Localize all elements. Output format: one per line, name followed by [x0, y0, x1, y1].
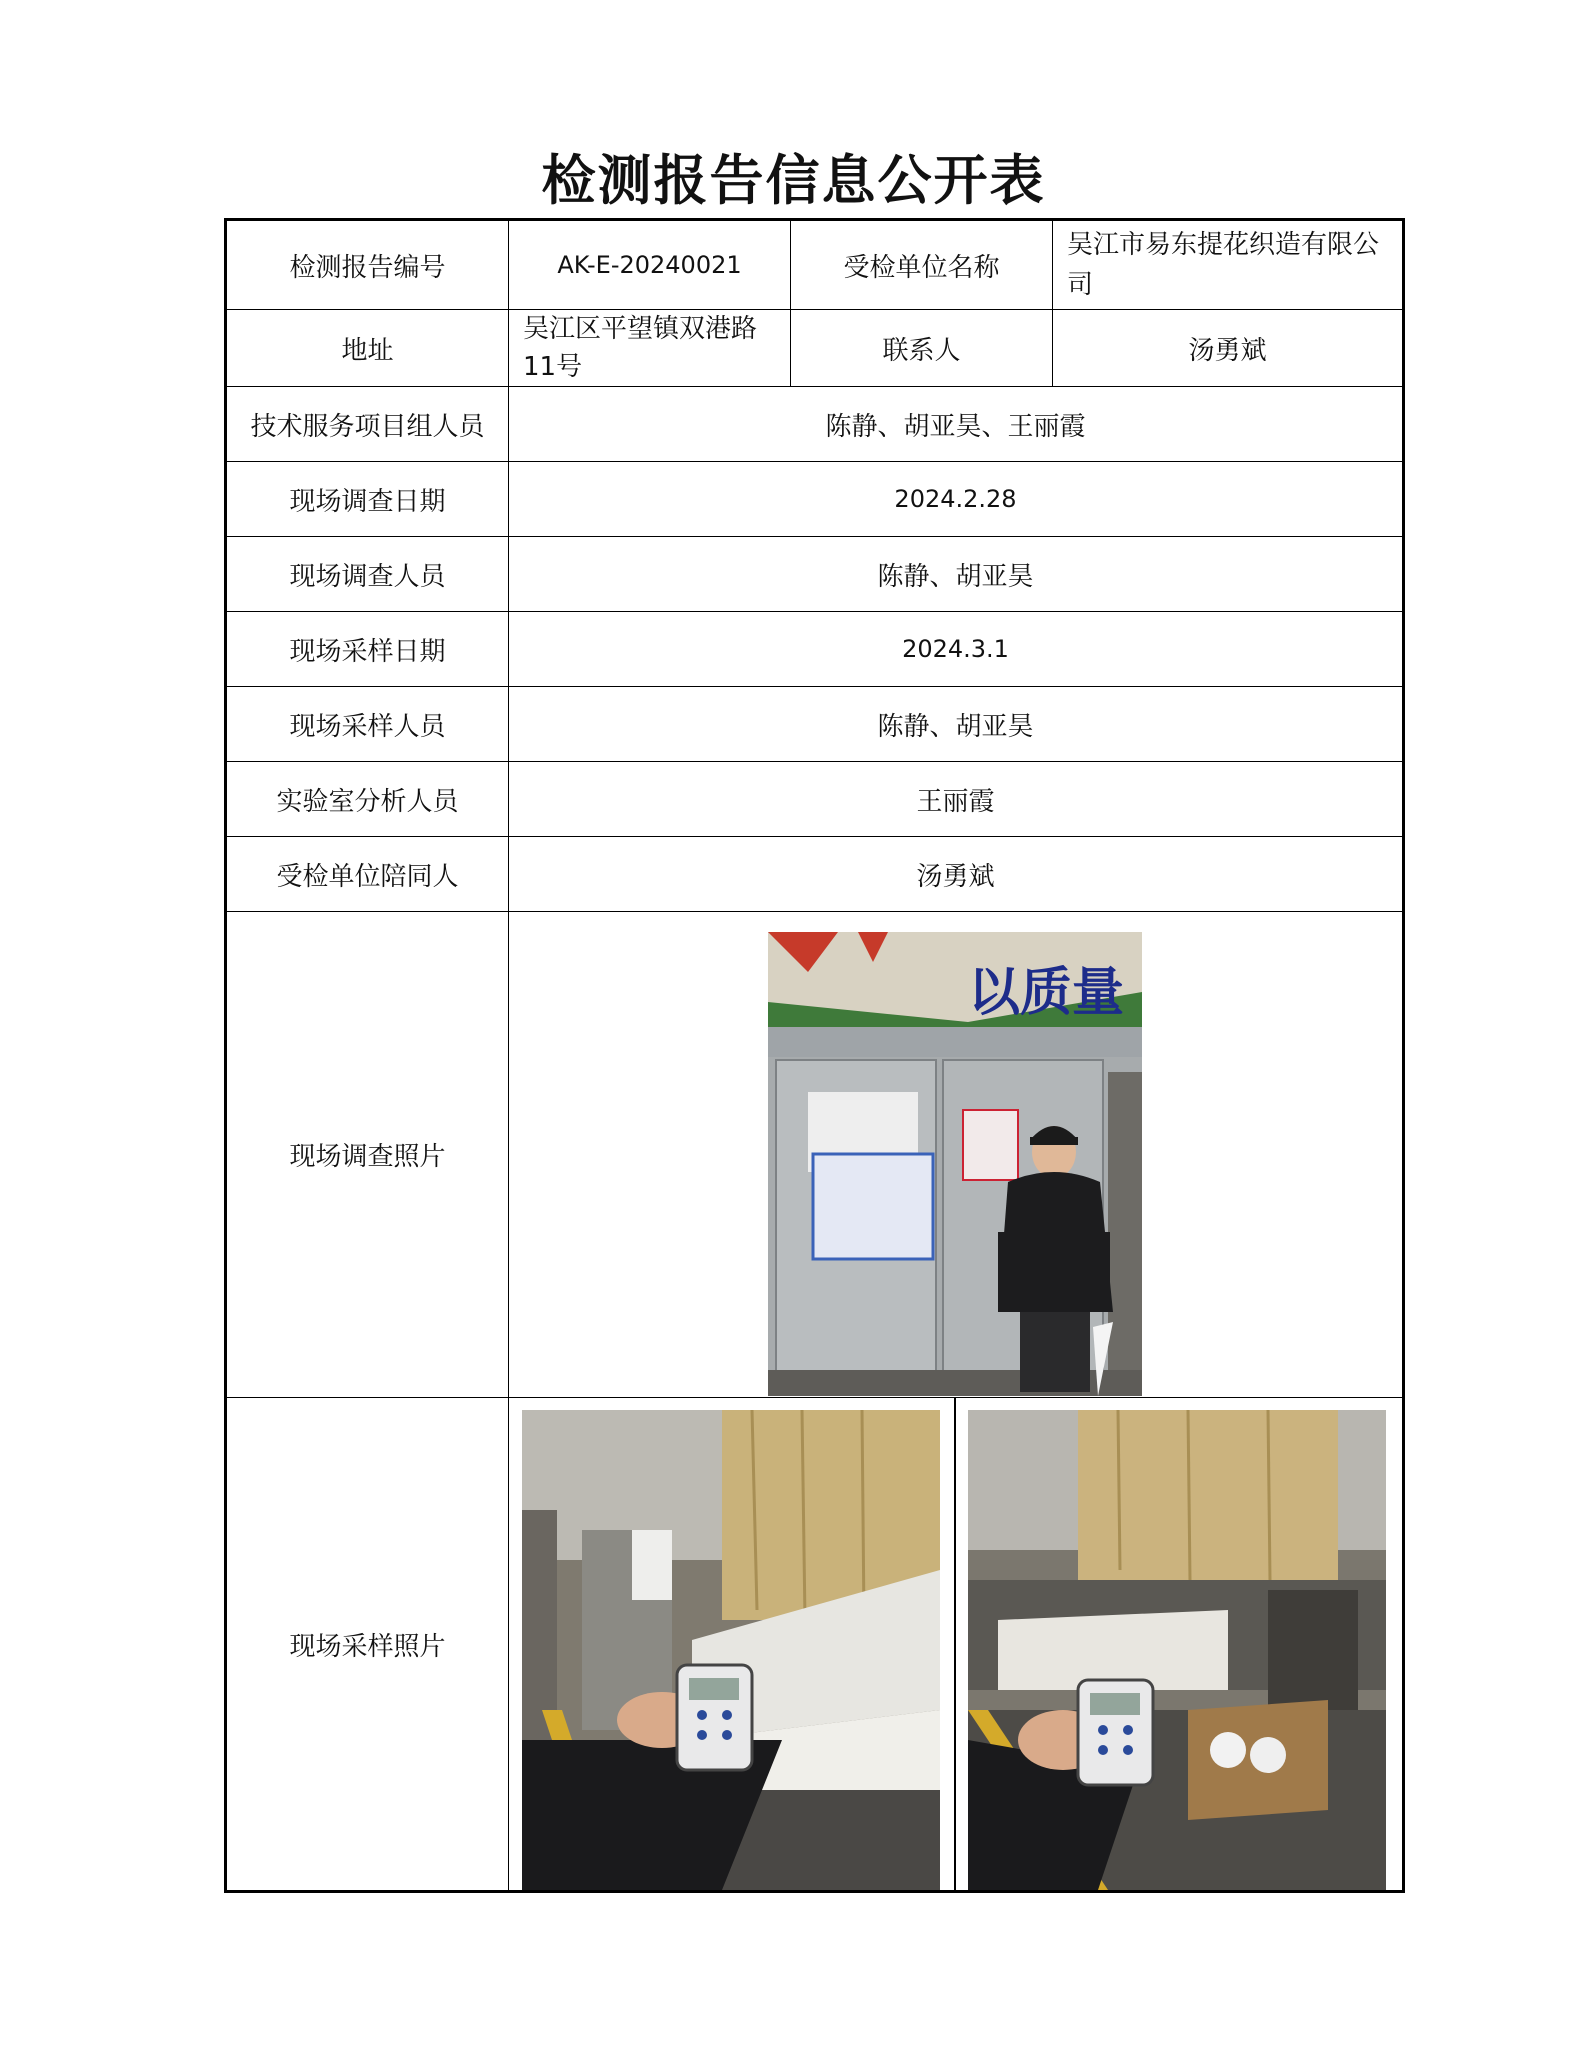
table-row: [226, 462, 1404, 537]
report-no-value: AK-E-20240021: [509, 220, 791, 310]
team-label: 技术服务项目组人员: [226, 387, 509, 462]
table-row: [226, 220, 1404, 310]
table-row: [226, 612, 1404, 687]
contact-value: 汤勇斌: [1053, 310, 1404, 387]
survey-photo-label: 现场调查照片: [226, 912, 509, 1398]
table-row: [226, 1398, 1404, 1892]
table-row: [226, 837, 1404, 912]
sampling-staff-label: 现场采样人员: [226, 687, 509, 762]
escort-label: 受检单位陪同人: [226, 837, 509, 912]
sampling-date-value: 2024.3.1: [509, 612, 1404, 687]
sampling-photo-cell: [509, 1398, 1404, 1892]
survey-date-value: 2024.2.28: [509, 462, 1404, 537]
table-row: [226, 310, 1404, 387]
lab-analyst-value: 王丽霞: [509, 762, 1404, 837]
page-title: 检测报告信息公开表: [541, 148, 1046, 212]
survey-staff-value: 陈静、胡亚昊: [509, 537, 1404, 612]
table-row: [226, 912, 1404, 1398]
lab-analyst-label: 实验室分析人员: [226, 762, 509, 837]
survey-date-label: 现场调查日期: [226, 462, 509, 537]
table-row: [226, 762, 1404, 837]
address-label: 地址: [226, 310, 509, 387]
table-row: [226, 687, 1404, 762]
unit-name-value: 吴江市易东提花织造有限公司: [1053, 220, 1404, 310]
unit-name-label: 受检单位名称: [791, 220, 1053, 310]
report-no-label: 检测报告编号: [226, 220, 509, 310]
survey-photo: [768, 932, 1142, 1396]
table-row: [226, 387, 1404, 462]
sampling-photo-1: [522, 1410, 940, 1890]
escort-value: 汤勇斌: [509, 837, 1404, 912]
team-value: 陈静、胡亚昊、王丽霞: [509, 387, 1404, 462]
survey-staff-label: 现场调查人员: [226, 537, 509, 612]
sampling-staff-value: 陈静、胡亚昊: [509, 687, 1404, 762]
banner-text: 以质量: [968, 962, 1125, 1023]
address-value: 吴江区平望镇双港路11号: [509, 310, 791, 387]
photo-divider: [954, 1398, 956, 1890]
sampling-photo-label: 现场采样照片: [226, 1398, 509, 1892]
contact-label: 联系人: [791, 310, 1053, 387]
survey-photo-cell: [509, 912, 1404, 1398]
info-table: [224, 218, 1405, 1893]
sampling-photo-2: [968, 1410, 1386, 1890]
sampling-date-label: 现场采样日期: [226, 612, 509, 687]
table-row: [226, 537, 1404, 612]
